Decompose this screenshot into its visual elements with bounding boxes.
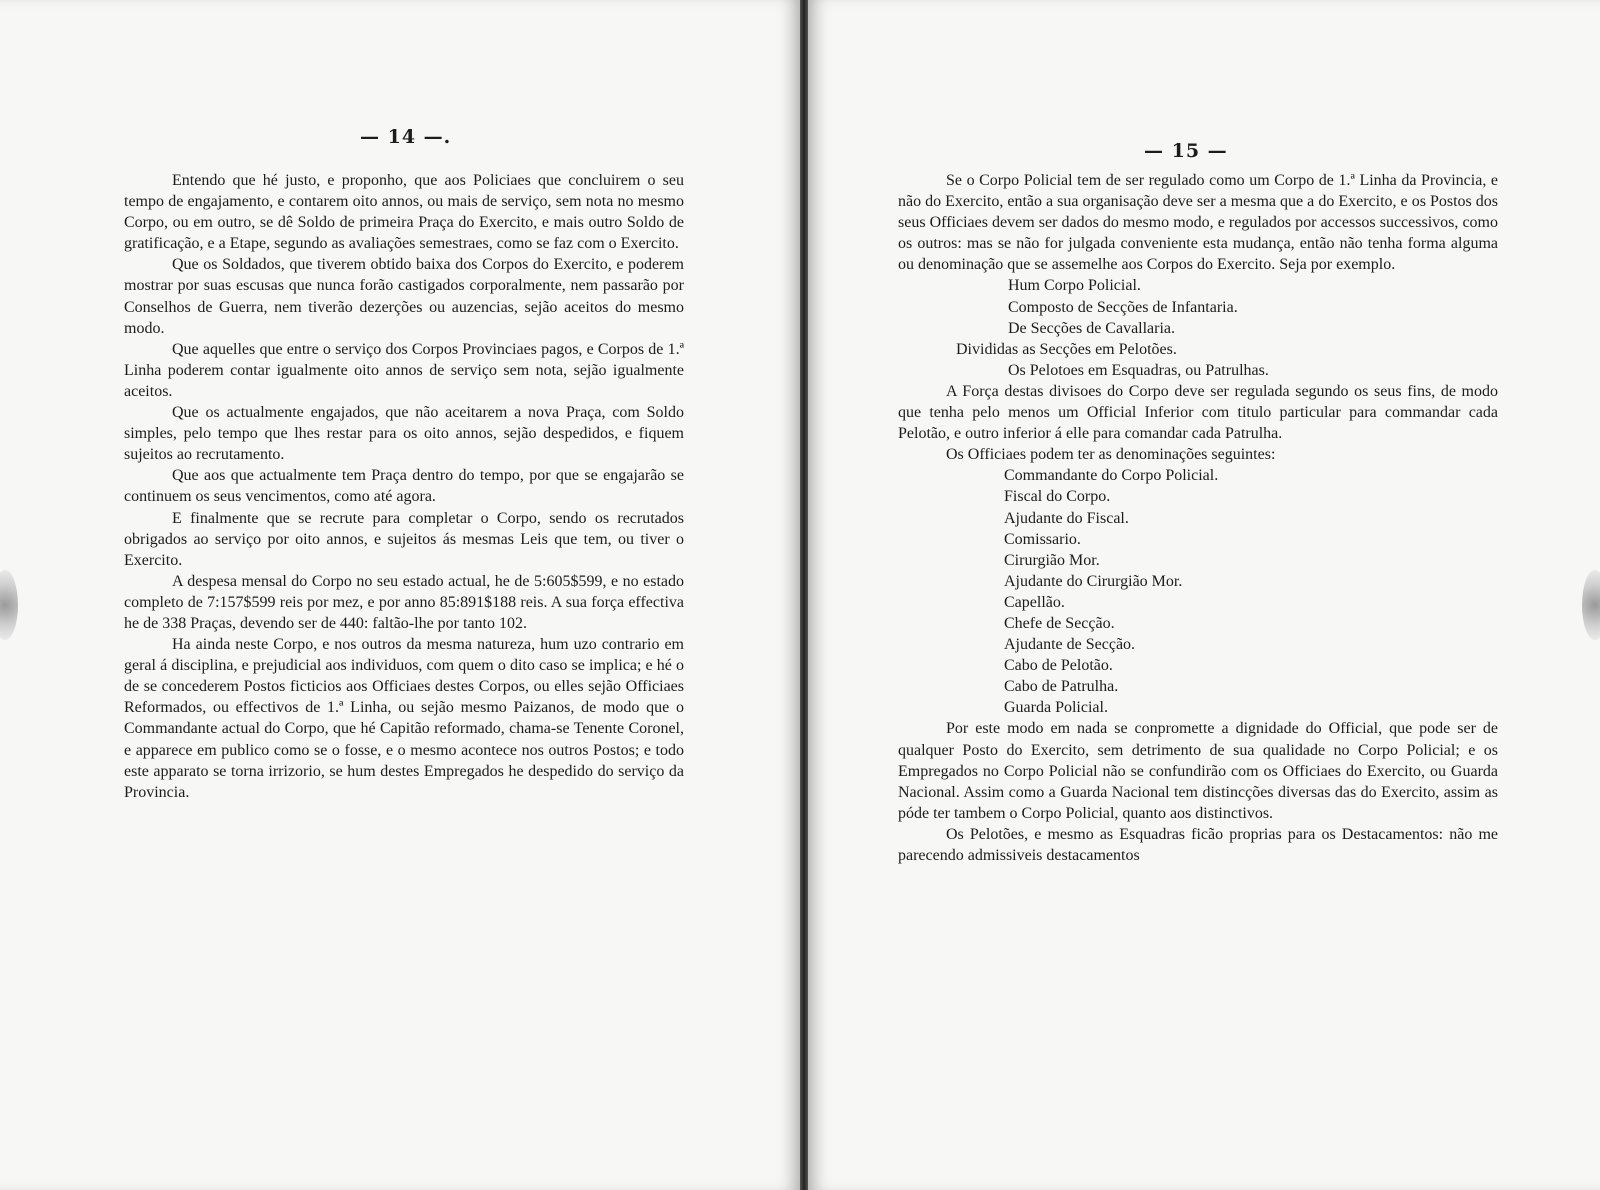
paragraph: Os Pelotões, e mesmo as Esquadras ficão proprias para os Destacamentos: não me parecendo admissiveis destacamentos — [898, 825, 1498, 864]
paragraph: Se o Corpo Policial tem de ser regulado como um Corpo de 1.ª Linha da Provincia, e não do Exercito, então a sua organisação deve ser a mesma que a do Exercito, e os Postos dos seus Officiaes devem ser dados do mesmo modo, e regulados por accessos successivos, como os outros: mas se não for julgada conveniente esta mudança, então não tenha forma alguma ou denominação que se assemelhe aos Corpos do Exercito. Seja por exemplo. — [898, 172, 1498, 274]
paragraph: Os Officiaes podem ter as denominações seguintes: — [946, 446, 1276, 464]
list-item: Chefe de Secção. — [1004, 614, 1115, 632]
paragraph: Que os actualmente engajados, que não aceitarem a nova Praça, com Soldo simples, pelo tempo que lhes restar para os oito annos, sejão despedidos, e fiquem sujeitos ao recrutamento. — [124, 404, 684, 464]
paragraph: Por este modo em nada se conpromette a dignidade do Official, que pode ser de qualquer Posto do Exercito, sem detrimento de sua qualidade no Corpo Policial; e os Empregados no Corpo Policial não se confundirão com os Officiaes do Exercito, ou Guarda Nacional. Assim como a Guarda Nacional tem distincções diversas das do Exercito, assim as póde ter tambem o Corpo Policial, quanto aos distinctivos. — [898, 720, 1498, 822]
officer-titles-list — [898, 465, 1498, 718]
list-item: Ajudante do Fiscal. — [1004, 509, 1129, 527]
right-page — [808, 0, 1600, 1190]
paragraph: E finalmente que se recrute para completar o Corpo, sendo os recrutados obrigados ao serviço por oito annos, e sujeitos ás mesmas Leis que tem, ou tiver o Exercito. — [124, 509, 684, 569]
page-body — [898, 170, 1498, 866]
list-item: De Secções de Cavallaria. — [1008, 319, 1176, 337]
list-item: Hum Corpo Policial. — [1008, 277, 1141, 295]
list-item: Cabo de Patrulha. — [1004, 678, 1119, 696]
list-item: Guarda Policial. — [1004, 699, 1108, 717]
paragraph: Entendo que hé justo, e proponho, que aos Policiaes que concluirem o seu tempo de engajamento, e contarem oito annos, ou mais de serviço, sem nota no mesmo Corpo, ou em outro, se dê Soldo de primeira Praça do Exercito, e mais outro Soldo de gratificação, e a Etape, segundo as avaliações semestraes, como se faz com o Exercito. — [124, 172, 684, 253]
list-item: Fiscal do Corpo. — [1004, 488, 1111, 506]
paragraph: Que aquelles que entre o serviço dos Corpos Provinciaes pagos, e Corpos de 1.ª Linha poderem contar igualmente oito annos de serviço sem nota, sejão igualmente aceitos. — [124, 340, 684, 400]
paragraph: Que aos que actualmente tem Praça dentro do tempo, por que se engajarão se continuem os seus vencimentos, como até agora. — [124, 467, 684, 506]
page-edge-mark — [0, 570, 18, 640]
paragraph: A despesa mensal do Corpo no seu estado actual, he de 5:605$599, e no estado completo de 7:157$599 reis por mez, e por anno 85:891$188 reis. A sua força effectiva he de 338 Praças, devendo ser de 440: faltão-lhe por tanto 102. — [124, 572, 684, 632]
page-number: — 14 —. — [360, 126, 452, 148]
list-item: Ajudante de Secção. — [1004, 636, 1136, 654]
list-item: Os Pelotoes em Esquadras, ou Patrulhas. — [1008, 361, 1269, 379]
book-gutter — [800, 0, 808, 1190]
list-item: Ajudante do Cirurgião Mor. — [1004, 572, 1183, 590]
page-edge-mark — [1582, 570, 1600, 640]
example-list — [898, 275, 1498, 380]
paragraph: Ha ainda neste Corpo, e nos outros da mesma natureza, hum uzo contrario em geral á disciplina, e prejudicial aos individuos, com quem o dito caso se implica; e hé o de se concederem Postos ficticios aos Officiaes destes Corpos, ou elles sejão Officiaes Reformados, ou effectivos de 1.ª Linha, ou sejão mesmo Paizanos, de modo que o Commandante actual do Corpo, que hé Capitão reformado, chama-se Tenente Coronel, e apparece em publico como se o fosse, e o mesmo acontece nos outros Postos; e todo este apparato se torna irrizorio, se hum destes Empregados he despedido do serviço da Provincia. — [124, 636, 684, 801]
list-item: Composto de Secções de Infantaria. — [1008, 298, 1238, 316]
paragraph: A Força destas divisoes do Corpo deve ser regulada segundo os seus fins, de modo que tenha pelo menos um Official Inferior com titulo particular para commandar cada Pelotão, e outro inferior á elle para comandar cada Patrulha. — [898, 382, 1498, 443]
list-item: Commandante do Corpo Policial. — [1004, 467, 1219, 485]
list-item: Divididas as Secções em Pelotões. — [956, 340, 1177, 358]
paragraph: Que os Soldados, que tiverem obtido baixa dos Corpos do Exercito, e poderem mostrar por suas escusas que nunca forão castigados corporalmente, nem passarão por Conselhos de Guerra, nem tiverão dezerções ou auzencias, sejão aceitos do mesmo modo. — [124, 256, 684, 337]
page-number: — 15 — — [1144, 140, 1228, 162]
list-item: Cabo de Pelotão. — [1004, 657, 1113, 675]
page-body — [124, 170, 684, 803]
list-item: Comissario. — [1004, 530, 1081, 548]
list-item: Capellão. — [1004, 593, 1065, 611]
list-item: Cirurgião Mor. — [1004, 551, 1100, 569]
